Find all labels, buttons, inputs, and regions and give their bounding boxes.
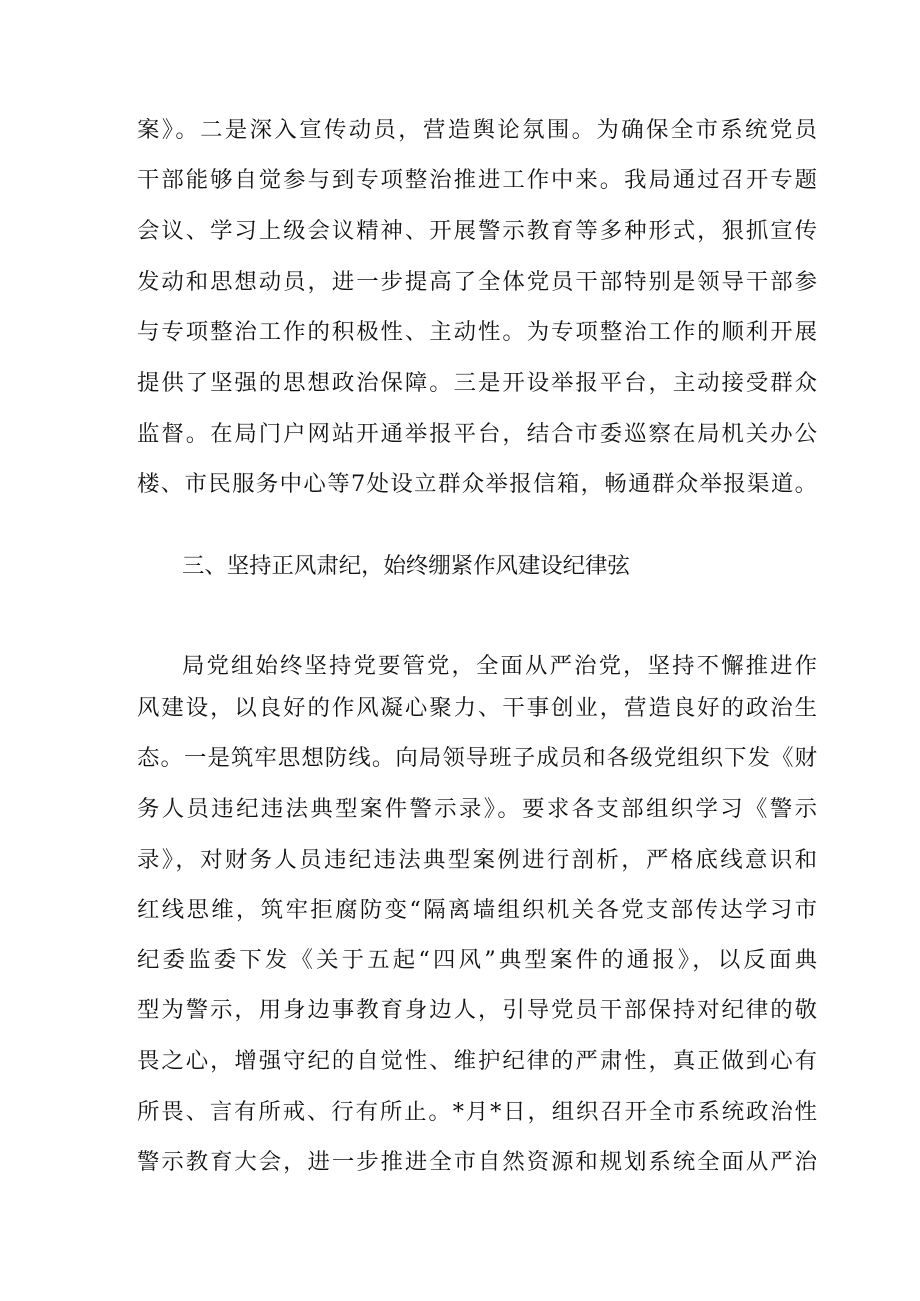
paragraph-2-line-10: 所畏、言有所戒、行有所止。*月*日，组织召开全市系统政治性 <box>137 1099 817 1125</box>
paragraph-2-line-9: 畏之心，增强守纪的自觉性、维护纪律的严肃性，真正做到心有 <box>137 1048 817 1074</box>
paragraph-2-line-2: 风建设，以良好的作风凝心聚力、干事创业，营造良好的政治生 <box>137 695 817 721</box>
paragraph-1-line-8: 楼、市民服务中心等7处设立群众举报信箱，畅通群众举报渠道。 <box>137 471 817 497</box>
paragraph-2-line-3: 态。一是筑牢思想防线。向局领导班子成员和各级党组织下发《财 <box>137 745 817 771</box>
section-heading: 三、坚持正风肃纪，始终绷紧作风建设纪律弦 <box>182 553 630 579</box>
paragraph-1-line-4: 发动和思想动员，进一步提高了全体党员干部特别是领导干部参 <box>137 269 817 295</box>
paragraph-1-line-6: 提供了坚强的思想政治保障。三是开设举报平台，主动接受群众 <box>137 370 817 396</box>
paragraph-2-line-7: 纪委监委下发《关于五起“四风”典型案件的通报》，以反面典 <box>137 947 817 973</box>
paragraph-2-line-11: 警示教育大会，进一步推进全市自然资源和规划系统全面从严治 <box>137 1149 817 1175</box>
paragraph-2-line-4: 务人员违纪违法典型案件警示录》。要求各支部组织学习《警示 <box>137 796 817 822</box>
paragraph-2-line-1: 局党组始终坚持党要管党，全面从严治党，坚持不懈推进作 <box>182 653 817 679</box>
paragraph-1-line-1: 案》。二是深入宣传动员，营造舆论氛围。为确保全市系统党员 <box>137 117 817 143</box>
paragraph-2-line-5: 录》，对财务人员违纪违法典型案例进行剖析，严格底线意识和 <box>137 847 817 873</box>
paragraph-1-line-2: 干部能够自觉参与到专项整治推进工作中来。我局通过召开专题 <box>137 167 817 193</box>
paragraph-1-line-3: 会议、学习上级会议精神、开展警示教育等多种形式，狠抓宣传 <box>137 218 817 244</box>
paragraph-1-line-5: 与专项整治工作的积极性、主动性。为专项整治工作的顺利开展 <box>137 319 817 345</box>
paragraph-1-line-7: 监督。在局门户网站开通举报平台，结合市委巡察在局机关办公 <box>137 421 817 447</box>
paragraph-2-line-6: 红线思维，筑牢拒腐防变“隔离墙组织机关各党支部传达学习市 <box>137 897 817 923</box>
paragraph-2-line-8: 型为警示，用身边事教育身边人，引导党员干部保持对纪律的敬 <box>137 997 817 1023</box>
